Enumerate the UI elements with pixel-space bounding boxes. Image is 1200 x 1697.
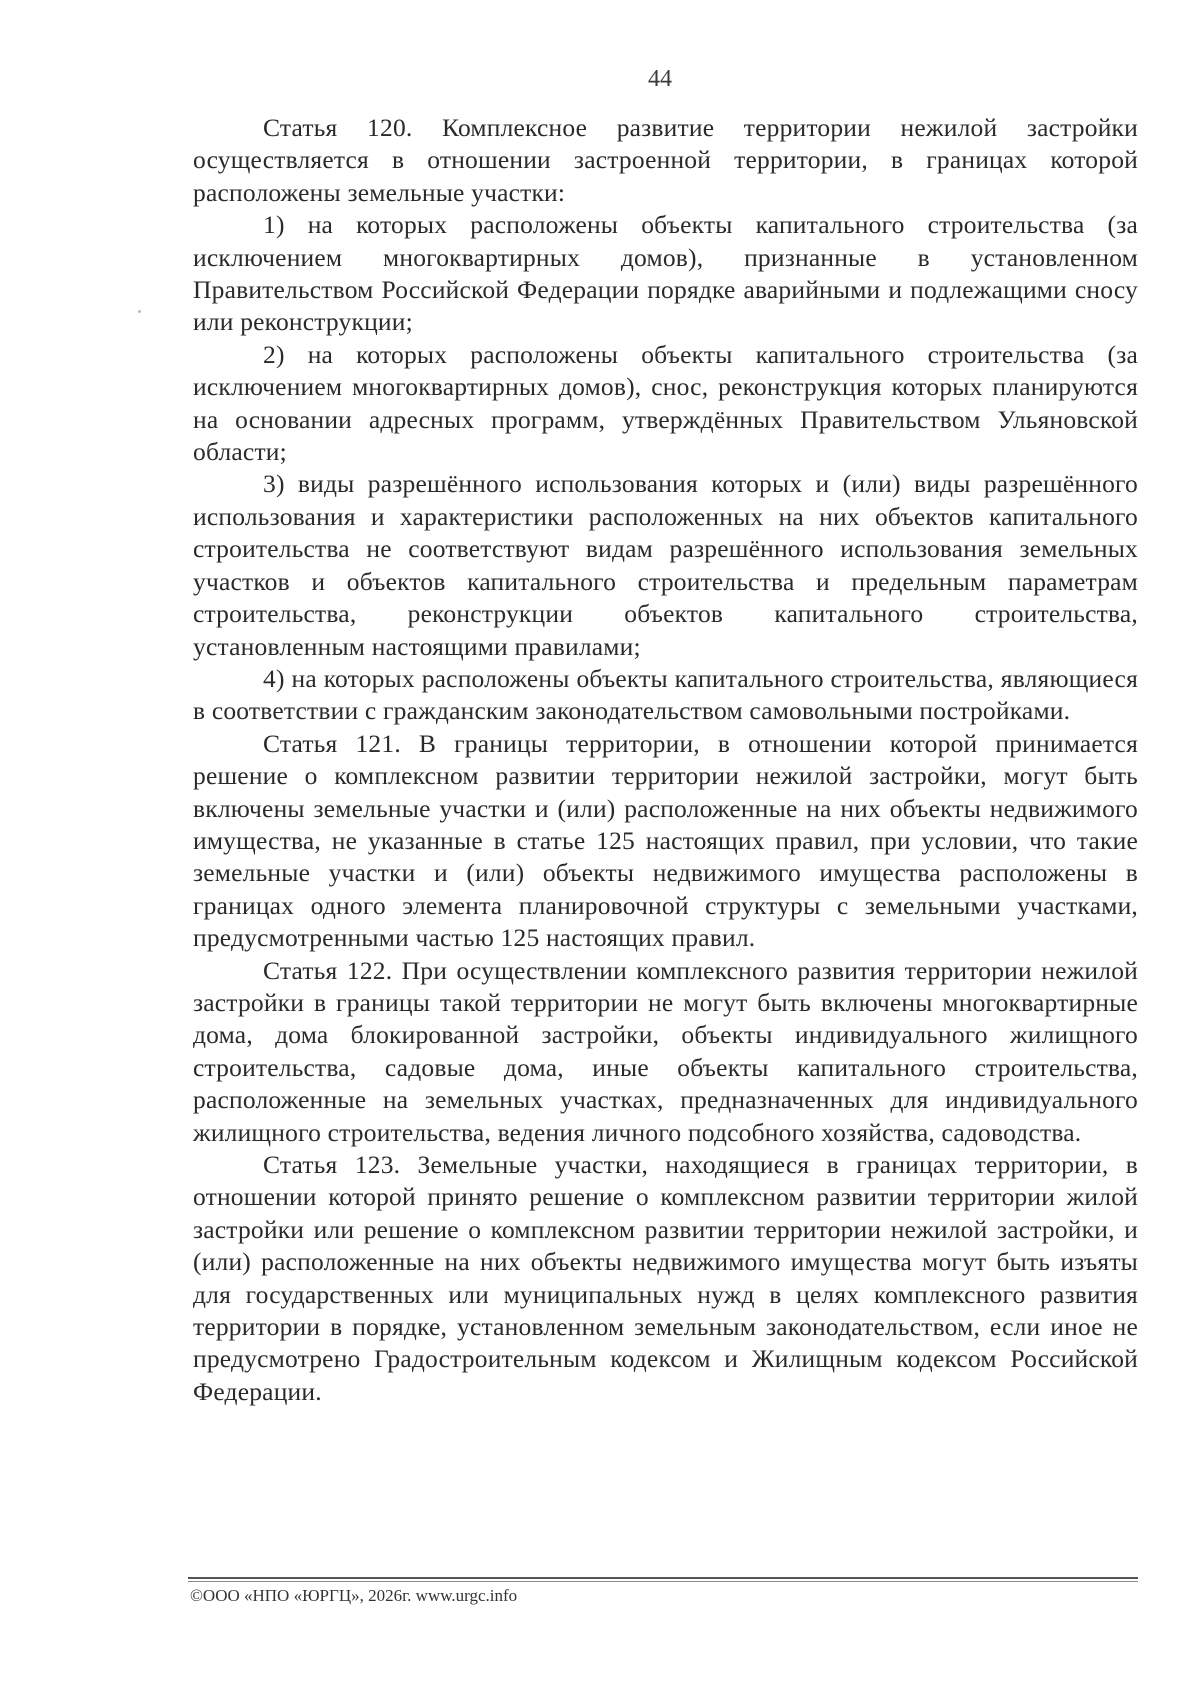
paragraph-article-121: Статья 121. В границы территории, в отношении которой принимается решение о комплексном развитии территории нежилой застройки, могут быть включены земельные участки и (или) расположенные на них объекты недвижимого имущества, не указанные в статье 125 настоящих правил, при условии, что такие земельные участки и (или) объекты недвижимого имущества расположены в границах одного элемента планировочной структуры с земельными участками, предусмотренными частью 125 настоящих правил.	[193, 728, 1138, 953]
scan-speck	[138, 310, 141, 313]
paragraph-item-1: 1) на которых расположены объекты капитального строительства (за исключением многоквартирных домов), признанные в установленном Правительством Российской Федерации порядке аварийными и подлежащими сносу или реконструкции;	[193, 210, 1138, 337]
paragraph-article-122: Статья 122. При осуществлении комплексного развития территории нежилой застройки в границы такой территории не могут быть включены многоквартирные дома, дома блокированной застройки, объекты индивидуального жилищного строительства, садовые дома, иные объекты капитального строительства, расположенные на земельных участках, предназначенных для индивидуального жилищного строительства, ведения личного подсобного хозяйства, садоводства.	[193, 955, 1138, 1147]
footer-divider	[188, 1577, 1138, 1579]
page-number: 44	[648, 66, 672, 92]
document-body	[193, 112, 1138, 1408]
paragraph-item-4: 4) на которых расположены объекты капитального строительства, являющиеся в соответствии с гражданским законодательством самовольными постройками.	[193, 663, 1138, 726]
paragraph-article-123: Статья 123. Земельные участки, находящиеся в границах территории, в отношении которой принято решение о комплексном развитии территории жилой застройки или решение о комплексном развитии территории нежилой застройки, и (или) расположенные на них объекты недвижимого имущества могут быть изъяты для государственных или муниципальных нужд в целях комплексного развития территории в порядке, установленном земельным законодательством, если иное не предусмотрено Градостроительным кодексом и Жилищным кодексом Российской Федерации.	[193, 1150, 1138, 1406]
paragraph-article-120: Статья 120. Комплексное развитие территории нежилой застройки осуществляется в отношении застроенной территории, в границах которой расположены земельные участки:	[193, 113, 1138, 207]
footer-copyright: ©ООО «НПО «ЮРГЦ», 2026г. www.urgc.info	[190, 1586, 518, 1605]
footer-divider-thin	[188, 1581, 1138, 1582]
paragraph-item-3: 3) виды разрешённого использования которых и (или) виды разрешённого использования и характеристики расположенных на них объектов капитального строительства не соответствуют видам разрешённого использования земельных участков и объектов капитального строительства и предельным параметрам строительства, реконструкции объектов капитального строительства, установленным настоящими правилами;	[193, 469, 1138, 661]
paragraph-item-2: 2) на которых расположены объекты капитального строительства (за исключением многоквартирных домов), снос, реконструкция которых планируются на основании адресных программ, утверждённых Правительством Ульяновской области;	[193, 339, 1138, 467]
